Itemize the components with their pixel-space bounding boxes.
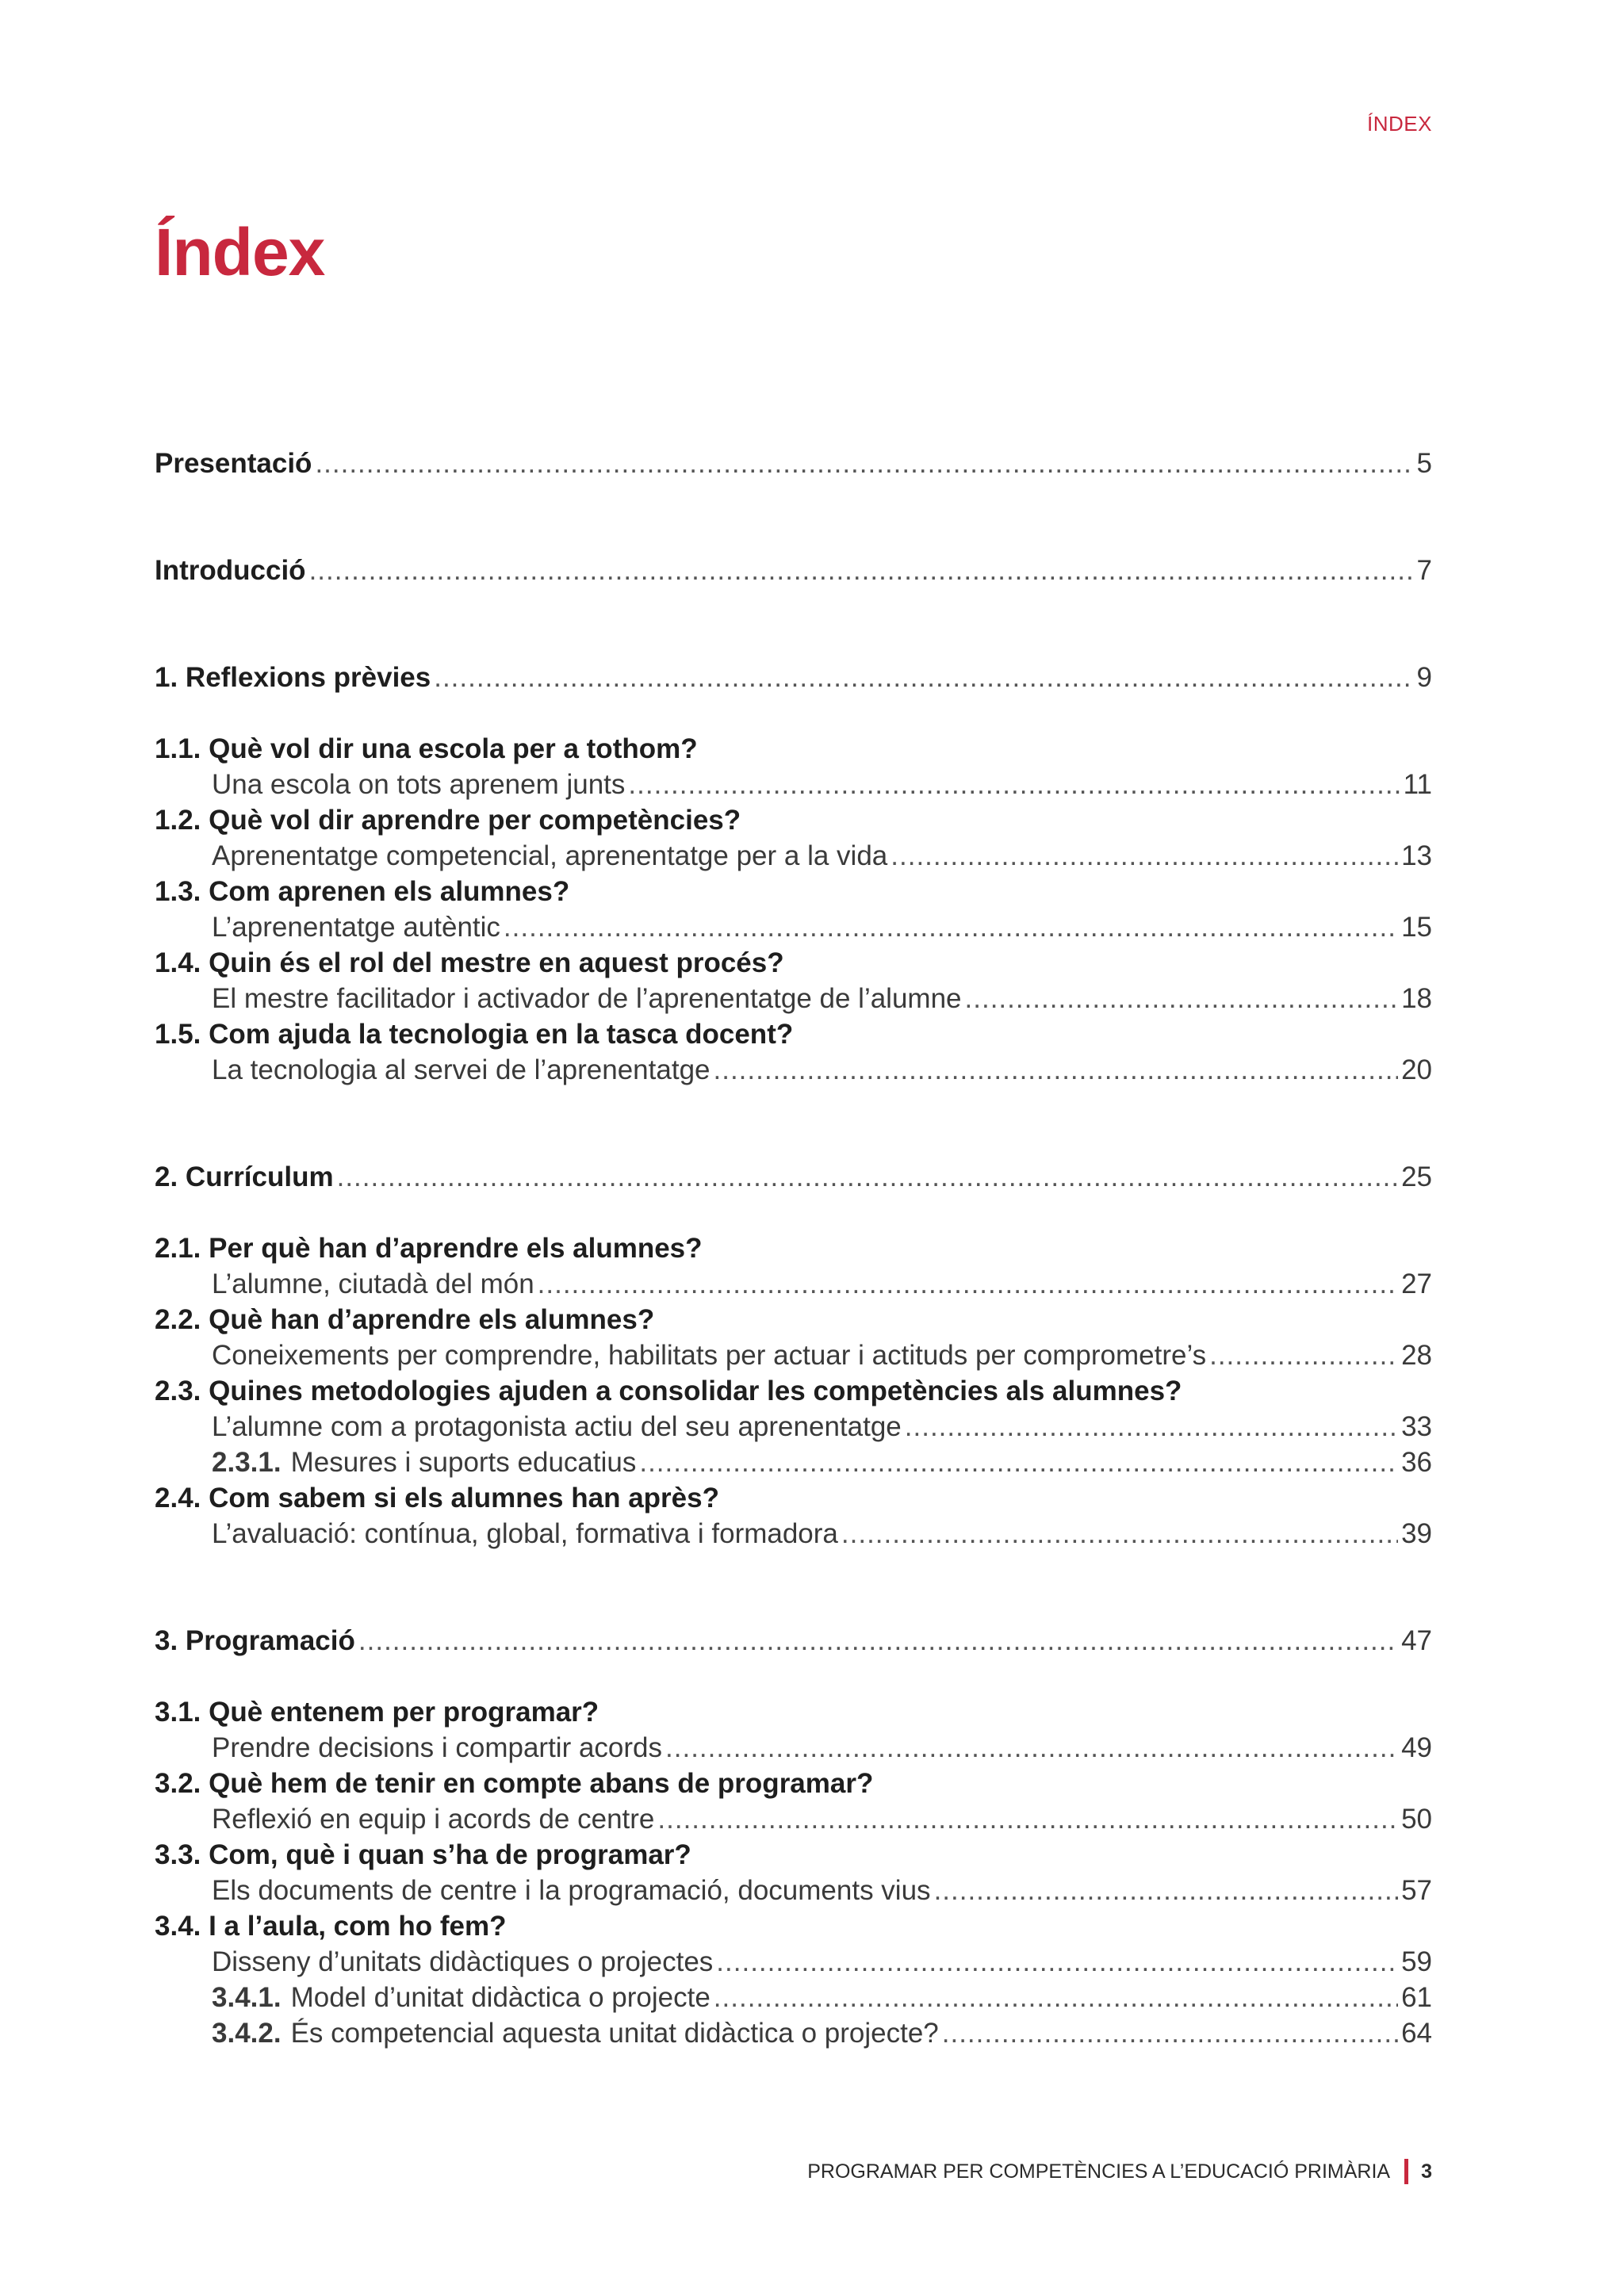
toc-section-subtitle[interactable]: Els documents de centre i la programació, documents vius ..... 57 — [155, 1873, 1432, 1908]
leader-dots — [714, 1052, 1399, 1088]
toc-section-subtitle[interactable]: L’aprenentatge autèntic ..... 15 — [155, 909, 1432, 945]
leader-dots — [905, 1409, 1398, 1445]
toc-section-subtitle[interactable]: L’alumne com a protagonista actiu del seu aprenentatge ..... 33 — [155, 1409, 1432, 1445]
page-footer — [807, 2159, 1432, 2184]
toc-section-title[interactable]: 2.1. Per què han d’aprendre els alumnes? — [155, 1233, 703, 1264]
toc-page: 33 — [1401, 1411, 1432, 1442]
toc-page: 9 — [1416, 662, 1432, 693]
toc-page: 28 — [1401, 1340, 1432, 1371]
leader-dots — [315, 446, 1413, 481]
toc-page: 61 — [1401, 1982, 1432, 2013]
toc-label: Introducció — [155, 555, 306, 586]
toc-entry-chapter-1[interactable] — [155, 660, 1432, 695]
toc-section-subtitle[interactable]: La tecnologia al servei de l’aprenentatge ..... 20 — [155, 1052, 1432, 1088]
toc-label: 3. Programació — [155, 1625, 355, 1656]
toc-label: Presentació — [155, 448, 312, 479]
toc-page: 39 — [1401, 1518, 1432, 1549]
toc-section-subtitle[interactable]: Disseny d’unitats didàctiques o projectes ..... 59 — [155, 1944, 1432, 1980]
toc-label: 1. Reflexions prèvies — [155, 662, 431, 693]
leader-dots — [665, 1730, 1398, 1766]
page-title: Índex — [155, 215, 325, 289]
leader-dots — [538, 1266, 1398, 1302]
toc-label: 2. Currículum — [155, 1161, 334, 1192]
leader-dots — [434, 660, 1413, 695]
toc-section-title[interactable]: 3.2. Què hem de tenir en compte abans de programar? — [155, 1768, 874, 1799]
toc-section-title[interactable]: 3.1. Què entenem per programar? — [155, 1697, 599, 1728]
toc-section-subtitle[interactable]: L’avaluació: contínua, global, formativa i formadora ..... 39 — [155, 1516, 1432, 1552]
toc-section-subtitle[interactable]: El mestre facilitador i activador de l’aprenentatge de l’alumne ..... 18 — [155, 981, 1432, 1016]
toc-page: 5 — [1416, 448, 1432, 479]
toc-entry-introduccio[interactable] — [155, 553, 1432, 588]
toc-page: 64 — [1401, 2018, 1432, 2049]
leader-dots — [891, 838, 1398, 874]
toc-page: 47 — [1401, 1625, 1432, 1656]
toc-page: 11 — [1403, 769, 1432, 800]
page-number: 3 — [1421, 2160, 1432, 2183]
toc-section-title[interactable]: 3.3. Com, què i quan s’ha de programar? — [155, 1839, 691, 1870]
toc-page: 13 — [1401, 840, 1432, 871]
leader-dots — [714, 1980, 1398, 2015]
toc-page: 59 — [1401, 1946, 1432, 1977]
toc-page: 57 — [1401, 1875, 1432, 1906]
leader-dots — [657, 1801, 1398, 1837]
toc-section-subtitle[interactable]: Coneixements per comprendre, habilitats per actuar i actituds per comprometre’s ..... 28 — [155, 1337, 1432, 1373]
table-of-contents — [155, 446, 1432, 2051]
leader-dots — [337, 1159, 1398, 1195]
toc-page: 20 — [1401, 1054, 1432, 1085]
leader-dots — [358, 1623, 1398, 1659]
toc-section-title[interactable]: 1.1. Què vol dir una escola per a tothom? — [155, 733, 698, 764]
toc-section-title[interactable]: 1.3. Com aprenen els alumnes? — [155, 876, 570, 907]
leader-dots — [942, 2015, 1398, 2051]
toc-page: 7 — [1416, 555, 1432, 586]
toc-section-subtitle[interactable]: Prendre decisions i compartir acords ..... 49 — [155, 1730, 1432, 1766]
toc-page: 15 — [1401, 912, 1432, 943]
toc-subsection[interactable]: 3.4.2. És competencial aquesta unitat didàctica o projecte? ..... 64 — [155, 2015, 1432, 2051]
toc-page: 50 — [1401, 1804, 1432, 1835]
book-title: PROGRAMAR PER COMPETÈNCIES A L’EDUCACIÓ PRIMÀRIA — [807, 2160, 1391, 2183]
toc-section-subtitle[interactable]: Reflexió en equip i acords de centre ..... 50 — [155, 1801, 1432, 1837]
leader-dots — [628, 767, 1400, 802]
leader-dots — [716, 1944, 1398, 1980]
toc-entry-chapter-2[interactable] — [155, 1159, 1432, 1195]
leader-dots — [309, 553, 1414, 588]
running-head: ÍNDEX — [1367, 112, 1432, 136]
toc-section-title[interactable]: 1.5. Com ajuda la tecnologia en la tasca docent? — [155, 1019, 794, 1050]
toc-section-title[interactable]: 2.4. Com sabem si els alumnes han après? — [155, 1483, 719, 1513]
toc-entry-chapter-3[interactable] — [155, 1623, 1432, 1659]
toc-subsection[interactable]: 2.3.1. Mesures i suports educatius ..... 36 — [155, 1445, 1432, 1480]
toc-page: 27 — [1401, 1269, 1432, 1299]
toc-section-subtitle[interactable]: L’alumne, ciutadà del món ..... 27 — [155, 1266, 1432, 1302]
toc-section-title[interactable]: 1.4. Quin és el rol del mestre en aquest procés? — [155, 947, 784, 978]
toc-section-title[interactable]: 3.4. I a l’aula, com ho fem? — [155, 1911, 507, 1942]
toc-section-title[interactable]: 1.2. Què vol dir aprendre per competències? — [155, 805, 741, 836]
toc-page: 49 — [1401, 1732, 1432, 1763]
leader-dots — [934, 1873, 1399, 1908]
leader-dots — [504, 909, 1398, 945]
leader-dots — [639, 1445, 1398, 1480]
toc-section-subtitle[interactable]: Aprenentatge competencial, aprenentatge per a la vida ..... 13 — [155, 838, 1432, 874]
toc-section-title[interactable]: 2.3. Quines metodologies ajuden a consolidar les competències als alumnes? — [155, 1376, 1182, 1406]
leader-dots — [1209, 1337, 1398, 1373]
leader-dots — [965, 981, 1399, 1016]
leader-dots — [841, 1516, 1398, 1552]
toc-page: 36 — [1401, 1447, 1432, 1478]
toc-section-subtitle[interactable]: Una escola on tots aprenem junts ..... 11 — [155, 767, 1432, 802]
toc-page: 25 — [1401, 1161, 1432, 1192]
toc-entry-presentacio[interactable] — [155, 446, 1432, 481]
footer-divider — [1404, 2159, 1408, 2184]
toc-section-title[interactable]: 2.2. Què han d’aprendre els alumnes? — [155, 1304, 655, 1335]
toc-page: 18 — [1401, 983, 1432, 1014]
toc-subsection[interactable]: 3.4.1. Model d’unitat didàctica o projecte ..... 61 — [155, 1980, 1432, 2015]
